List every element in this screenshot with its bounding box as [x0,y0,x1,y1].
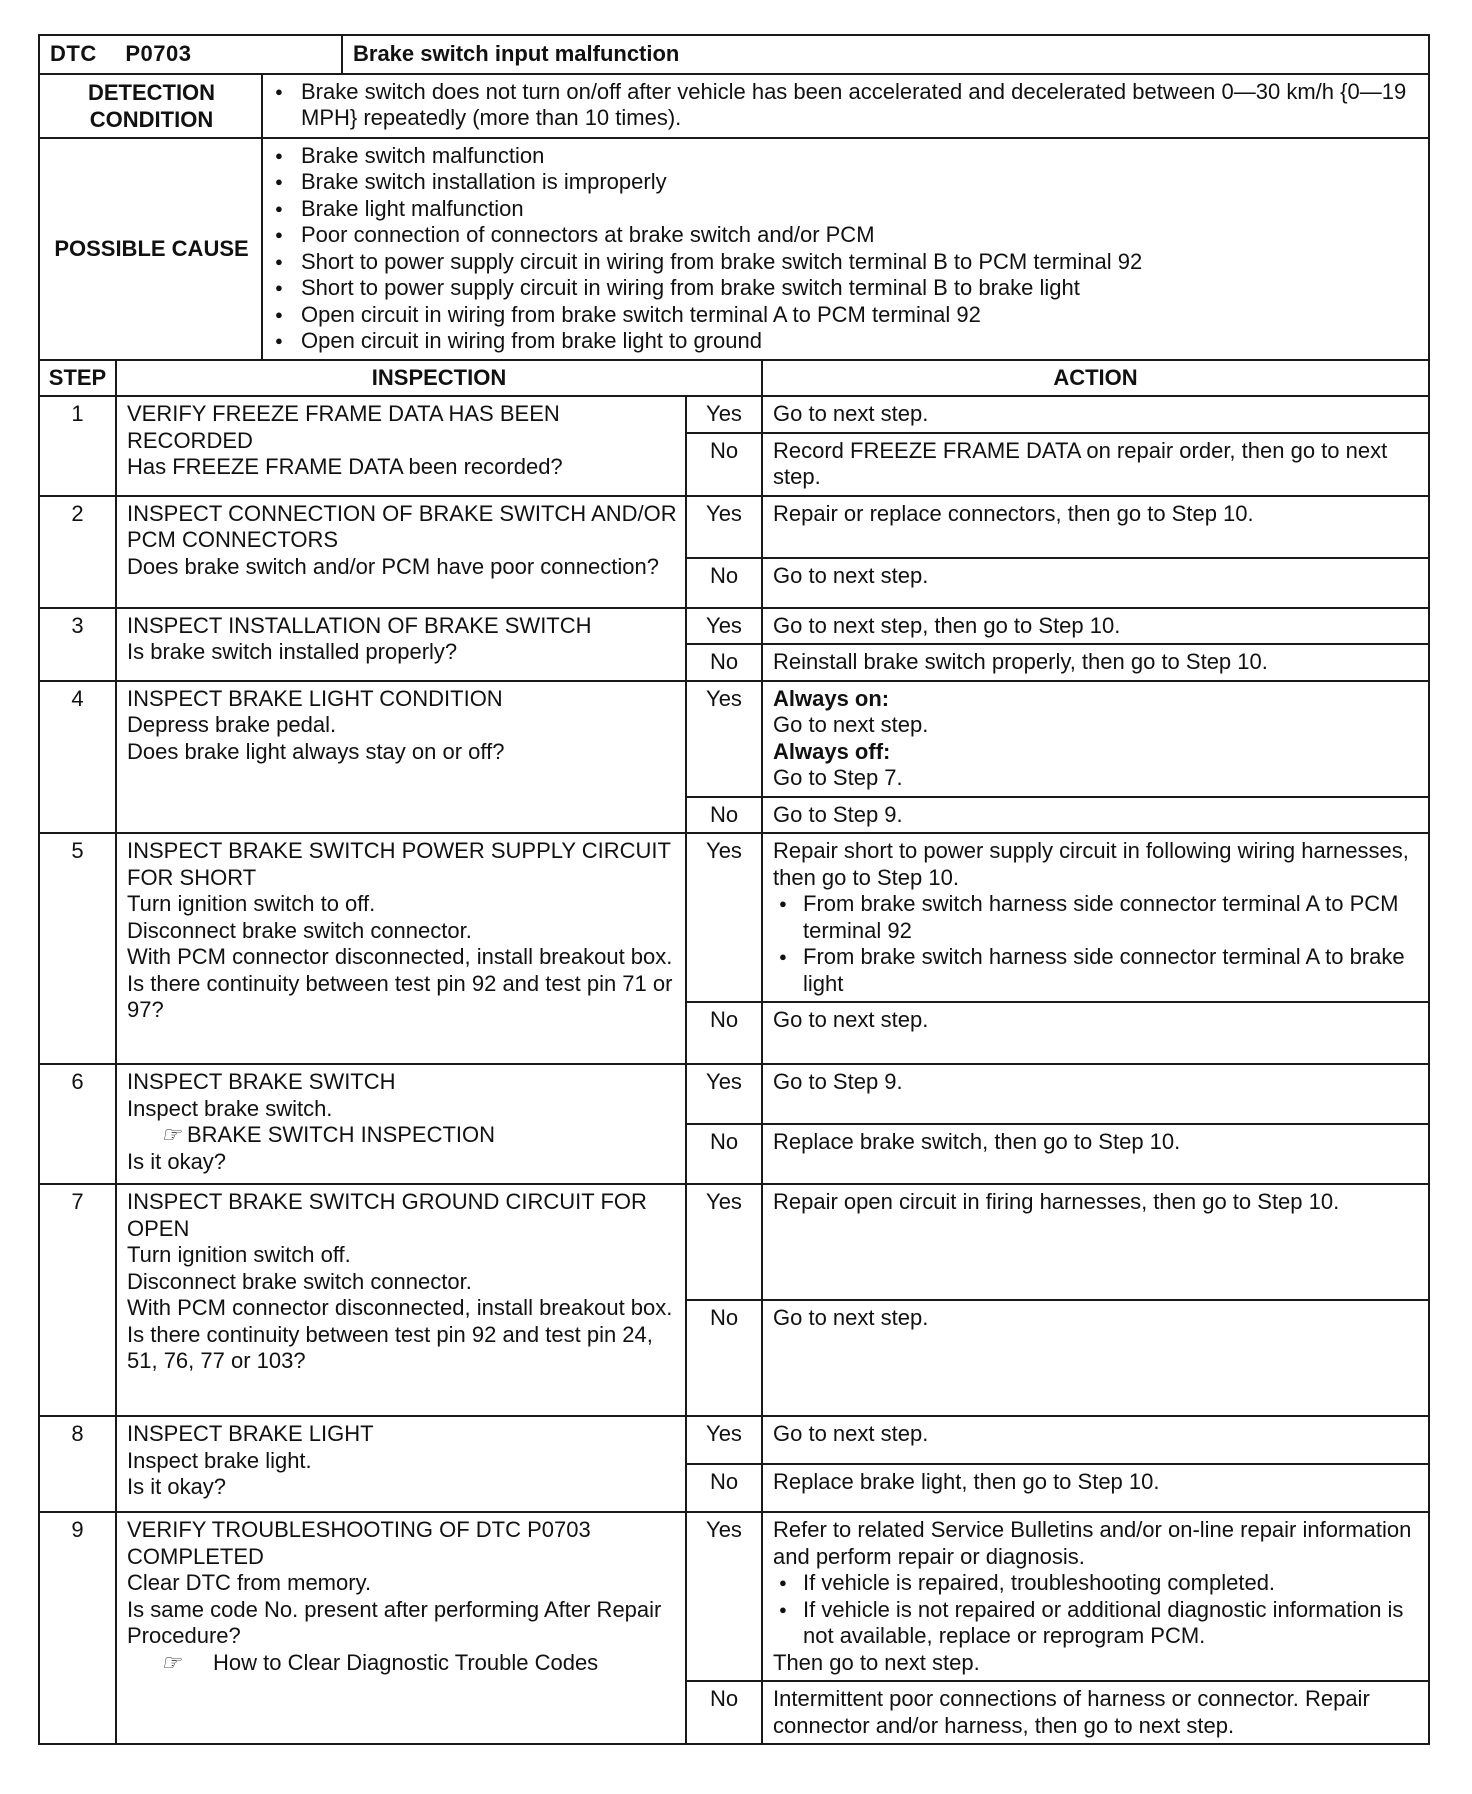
step-row [39,1064,1429,1124]
inspection-line: Depress brake pedal. [127,712,337,737]
yes-action-text: Repair short to power supply circuit in following wiring harnesses, then go to Step 10. [773,838,1409,890]
step-row [39,608,1429,645]
step-row [39,1416,1429,1464]
no-label: No [686,1002,762,1064]
no-label: No [686,1681,762,1744]
inspection-line: With PCM connector disconnected, install breakout box. [127,944,673,969]
always-on-action: Go to next step. [773,712,929,737]
yes-action-item: ● From brake switch harness side connector terminal A to PCM terminal 92 [773,891,1420,944]
inspection-line: Turn ignition switch to off. [127,891,376,916]
step-row [39,1512,1429,1681]
yes-label: Yes [686,496,762,558]
pointing-hand-icon: ☞ [161,1122,181,1147]
step-number: 4 [39,681,116,834]
yes-action: Go to Step 9. [762,1064,1429,1124]
header-table [38,34,1430,75]
step-row [39,681,1429,797]
yes-action-item: ● If vehicle is not repaired or additional diagnostic information is not available, replace or reprogram PCM. [773,1597,1420,1650]
step-number: 1 [39,396,116,496]
yes-action [762,833,1429,1002]
no-action: Replace brake switch, then go to Step 10. [762,1124,1429,1184]
inspection-reference[interactable] [127,1122,677,1149]
no-action: Go to next step. [762,1300,1429,1416]
inspection-line: INSPECT BRAKE LIGHT [127,1421,374,1446]
inspection-line: Is brake switch installed properly? [127,639,458,664]
yes-label: Yes [686,608,762,645]
yes-label: Yes [686,396,762,433]
no-label: No [686,797,762,834]
yes-action [762,1512,1429,1681]
step-number: 5 [39,833,116,1064]
detection-row [39,74,1429,138]
inspection-line: Does brake switch and/or PCM have poor connection? [127,553,659,579]
yes-action [762,681,1429,797]
step-number: 2 [39,496,116,608]
cause-item: ● Open circuit in wiring from brake light to ground [271,328,1420,355]
step-row [39,1184,1429,1300]
always-off-action: Go to Step 7. [773,765,903,790]
no-label: No [686,1464,762,1512]
no-action: Intermittent poor connections of harness or connector. Repair connector and/or harness, then go to next step. [762,1681,1429,1744]
no-label: No [686,558,762,608]
step-column-header: STEP [39,360,116,397]
step-inspection [116,1512,686,1744]
inspection-line: Is it okay? [127,1148,227,1174]
step-inspection [116,496,686,608]
inspection-line: Is same code No. present after performing After Repair Procedure? [127,1596,662,1648]
inspection-line: INSPECT BRAKE SWITCH [127,1069,396,1094]
step-number: 9 [39,1512,116,1744]
step-inspection [116,1184,686,1416]
no-action: Go to next step. [762,1002,1429,1064]
yes-label: Yes [686,1064,762,1124]
inspection-line: Does brake light always stay on or off? [127,738,505,764]
cause-item: ● Brake switch malfunction [271,143,1420,170]
detection-label: DETECTION CONDITION [39,74,262,138]
possible-cause-label: POSSIBLE CAUSE [39,138,262,360]
yes-action: Repair or replace connectors, then go to Step 10. [762,496,1429,558]
inspection-line: Is there continuity between test pin 92 and test pin 24, 51, 76, 77 or 103? [127,1321,653,1373]
inspection-line: INSPECT CONNECTION OF BRAKE SWITCH AND/OR PCM CONNECTORS [127,500,677,552]
no-label: No [686,433,762,496]
cause-item: ● Short to power supply circuit in wiring from brake switch terminal B to PCM terminal 92 [271,249,1420,276]
no-action: Record FREEZE FRAME DATA on repair order, then go to next step. [762,433,1429,496]
no-label: No [686,1300,762,1416]
yes-action: Go to next step, then go to Step 10. [762,608,1429,645]
step-row [39,833,1429,1002]
step-inspection [116,681,686,834]
detection-list [271,79,1420,132]
yes-action: Go to next step. [762,396,1429,433]
column-header-row [39,360,1429,397]
possible-cause-row [39,138,1429,360]
dtc-procedure-sheet [38,34,1428,1745]
steps-table [38,359,1430,1746]
no-label: No [686,644,762,681]
step-row [39,496,1429,558]
yes-action: Repair open circuit in firing harnesses, then go to Step 10. [762,1184,1429,1300]
cause-item: ● Brake light malfunction [271,196,1420,223]
cause-item: ● Brake switch installation is improperly [271,169,1420,196]
step-inspection [116,1416,686,1512]
no-action: Go to next step. [762,558,1429,608]
pointing-hand-icon: ☞ [161,1649,181,1675]
yes-action-item: ● From brake switch harness side connector terminal A to brake light [773,944,1420,997]
step-inspection [116,1064,686,1184]
cause-item: ● Poor connection of connectors at brake switch and/or PCM [271,222,1420,249]
step-inspection [116,396,686,496]
reference-label: How to Clear Diagnostic Trouble Codes [213,1649,599,1675]
inspection-column-header: INSPECTION [116,360,762,397]
inspection-line: Inspect brake switch. [127,1095,333,1121]
inspection-line: Is it okay? [127,1474,227,1499]
step-number: 7 [39,1184,116,1416]
always-off-label: Always off: [773,738,891,764]
dtc-title: Brake switch input malfunction [342,35,1429,74]
yes-action-item: ● If vehicle is repaired, troubleshooting completed. [773,1570,1420,1597]
detection-item: ● Brake switch does not turn on/off after vehicle has been accelerated and decelerated between 0—30 km/h {0—19 MPH} repeatedly (more than 10 times). [271,79,1420,132]
no-action: Reinstall brake switch properly, then go to Step 10. [762,644,1429,681]
detection-content [262,74,1429,138]
action-column-header: ACTION [762,360,1429,397]
yes-action-list [773,891,1420,997]
inspection-line: VERIFY TROUBLESHOOTING OF DTC P0703 COMPLETED [127,1517,591,1569]
step-inspection [116,608,686,681]
step-inspection [116,833,686,1064]
inspection-line: VERIFY FREEZE FRAME DATA HAS BEEN RECORDED [127,401,560,453]
step-number: 8 [39,1416,116,1512]
no-label: No [686,1124,762,1184]
inspection-line: Clear DTC from memory. [127,1570,372,1595]
cause-item: ● Short to power supply circuit in wiring from brake switch terminal B to brake light [271,275,1420,302]
inspection-line: INSPECT BRAKE LIGHT CONDITION [127,685,503,711]
dtc-code: DTC P0703 [39,35,342,74]
yes-label: Yes [686,1416,762,1464]
inspection-line: INSPECT INSTALLATION OF BRAKE SWITCH [127,612,592,638]
inspection-line: Inspect brake light. [127,1447,312,1473]
no-action: Replace brake light, then go to Step 10. [762,1464,1429,1512]
yes-action-text: Refer to related Service Bulletins and/or on-line repair information and perform repair or diagnosis. [773,1517,1412,1569]
inspection-line: Disconnect brake switch connector. [127,1268,472,1294]
inspection-line: Disconnect brake switch connector. [127,917,472,943]
reference-label: BRAKE SWITCH INSPECTION [187,1122,496,1147]
inspection-line: INSPECT BRAKE SWITCH POWER SUPPLY CIRCUIT FOR SHORT [127,838,671,890]
step-number: 6 [39,1064,116,1184]
yes-label: Yes [686,1512,762,1681]
cause-item: ● Open circuit in wiring from brake switch terminal A to PCM terminal 92 [271,302,1420,329]
possible-cause-content [262,138,1429,360]
possible-cause-list [271,143,1420,355]
inspection-line: Is there continuity between test pin 92 and test pin 71 or 97? [127,970,673,1022]
yes-action-tail: Then go to next step. [773,1649,980,1675]
yes-action: Go to next step. [762,1416,1429,1464]
no-action: Go to Step 9. [762,797,1429,834]
inspection-reference[interactable] [127,1650,677,1677]
dtc-header-row [39,35,1429,74]
yes-label: Yes [686,1184,762,1300]
inspection-line: With PCM connector disconnected, install breakout box. [127,1295,673,1320]
yes-label: Yes [686,833,762,1002]
yes-action-list [773,1570,1420,1650]
step-number: 3 [39,608,116,681]
inspection-line: Turn ignition switch off. [127,1242,351,1267]
yes-label: Yes [686,681,762,797]
step-row [39,396,1429,433]
inspection-line: Has FREEZE FRAME DATA been recorded? [127,454,563,479]
condition-table [38,73,1430,361]
inspection-line: INSPECT BRAKE SWITCH GROUND CIRCUIT FOR OPEN [127,1189,647,1241]
always-on-label: Always on: [773,685,890,711]
